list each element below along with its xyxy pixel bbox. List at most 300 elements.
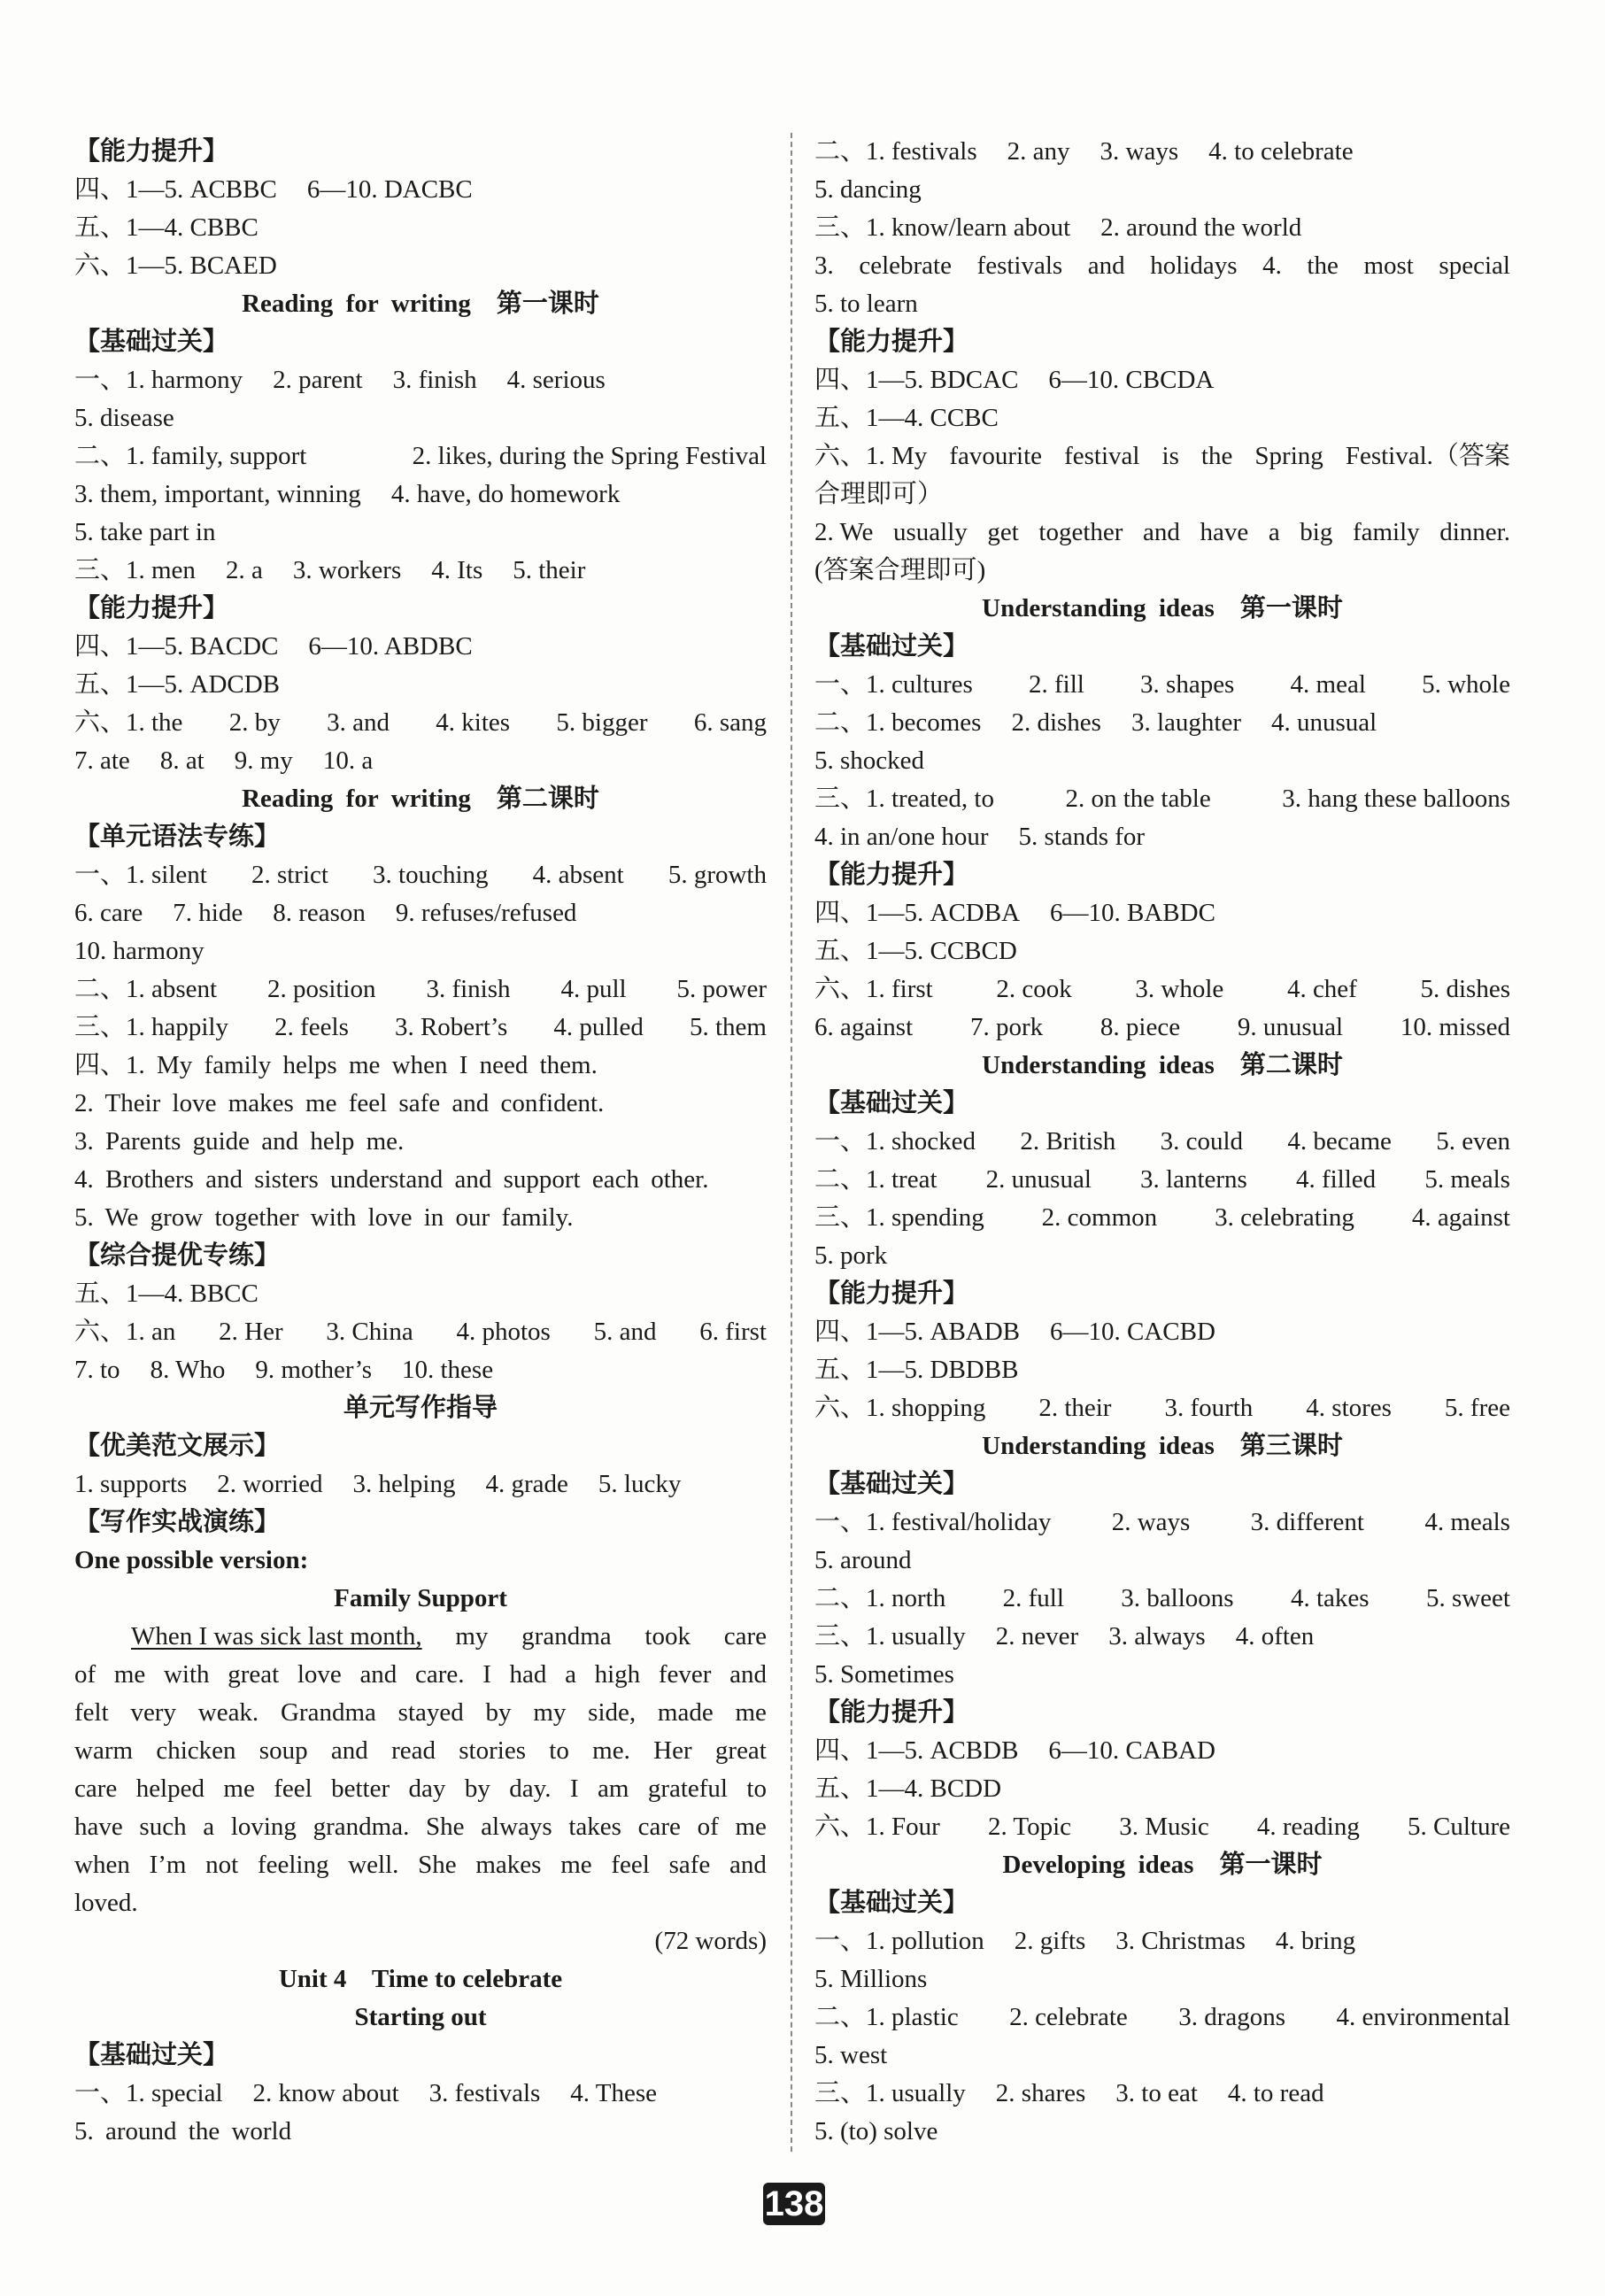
answer-item: and <box>359 1660 397 1689</box>
answer-item: high <box>594 1660 641 1689</box>
answer-item: 2. Her <box>219 1318 283 1346</box>
answer-item: 7. ate <box>74 746 130 775</box>
answer-item: 3. different <box>1250 1508 1364 1536</box>
answer-line <box>814 742 1510 780</box>
answer-text: 5. west <box>814 2041 888 2069</box>
answer-text: 3. Parents guide and help me. <box>74 1127 405 1156</box>
answer-item: 4. to read <box>1227 2079 1324 2107</box>
section-title-text: Starting out <box>354 2003 487 2031</box>
answer-item: 3. shapes <box>1140 670 1235 699</box>
answer-line <box>814 2113 1510 2151</box>
answer-item: I’m <box>149 1851 187 1879</box>
answer-item: 3. Music <box>1119 1813 1209 1841</box>
answer-item: 2. a <box>225 556 263 584</box>
answer-line <box>74 475 767 514</box>
section-heading <box>74 133 767 171</box>
answer-item: 5. dishes <box>1420 975 1510 1003</box>
answer-item: stayed <box>397 1698 464 1727</box>
answer-line <box>814 970 1510 1009</box>
answer-text: 5. dancing <box>814 175 922 204</box>
answer-item: 六、1. an <box>74 1318 176 1346</box>
answer-line <box>814 2037 1510 2075</box>
section-heading <box>74 818 767 856</box>
answer-item: me <box>735 1813 767 1841</box>
answer-item: She <box>426 1813 465 1841</box>
answer-line <box>74 2075 767 2113</box>
answer-item: and <box>1143 518 1180 546</box>
answer-item: 四、1—5. BACDC <box>74 632 279 661</box>
answer-line <box>74 704 767 742</box>
answer-item: 4. environmental <box>1336 2003 1510 2031</box>
answer-item: read <box>391 1736 436 1765</box>
answer-item: 4. reading <box>1256 1813 1360 1841</box>
answer-item: 2. Topic <box>987 1813 1072 1841</box>
answer-item: a <box>1268 518 1280 546</box>
left-column <box>74 133 767 2151</box>
answer-line <box>814 475 1510 514</box>
answer-item: great <box>714 1736 767 1765</box>
answer-item: have <box>74 1813 123 1841</box>
answer-line <box>814 552 1510 590</box>
answer-item: care <box>74 1774 118 1803</box>
answer-item: a <box>565 1660 576 1689</box>
answer-text: 五、1—5. CCBCD <box>814 937 1017 965</box>
answer-line <box>814 1313 1510 1351</box>
section-heading-text: 【写作实战演练】 <box>74 1508 281 1536</box>
answer-item: 2. feels <box>274 1013 349 1041</box>
answer-item: 3. could <box>1160 1127 1244 1156</box>
answer-item: 3. finish <box>392 366 477 394</box>
answer-text: 5. shocked <box>814 746 925 775</box>
answer-text: 5. Sometimes <box>814 1660 954 1689</box>
answer-item: 2. unusual <box>985 1165 1092 1194</box>
answer-item: 三、1. treated, to <box>814 785 994 813</box>
section-title <box>814 1047 1510 1085</box>
answer-item: 四、1—5. ACDBA <box>814 899 1021 927</box>
answer-item: 2. cook <box>996 975 1072 1003</box>
answer-item: 2. worried <box>217 1470 323 1498</box>
answer-line <box>814 932 1510 970</box>
section-heading <box>74 1504 767 1542</box>
answer-text: loved. <box>74 1889 138 1917</box>
answer-line <box>74 894 767 932</box>
section-heading <box>74 323 767 361</box>
section-heading-text: 【优美范文展示】 <box>74 1432 281 1460</box>
answer-line <box>814 2075 1510 2113</box>
section-title <box>814 1427 1510 1465</box>
section-title-text: Understanding ideas 第一课时 <box>982 594 1343 622</box>
answer-item: felt <box>74 1698 109 1727</box>
section-title-text: Understanding ideas 第二课时 <box>982 1051 1343 1079</box>
answer-item: Festival.（答案 <box>1345 442 1510 470</box>
answer-line <box>814 1123 1510 1161</box>
answer-line <box>74 399 767 437</box>
answer-item: my <box>455 1622 489 1650</box>
answer-item: Her <box>653 1736 692 1765</box>
answer-text: 五、1—5. ADCDB <box>74 670 281 699</box>
answer-line <box>74 2113 767 2151</box>
answer-line <box>814 818 1510 856</box>
answer-item: 6. first <box>699 1318 767 1346</box>
section-heading-text: 【基础过关】 <box>814 1089 969 1117</box>
answer-item: 2. strict <box>251 861 328 889</box>
answer-item: 2. We <box>814 518 874 546</box>
section-heading <box>814 323 1510 361</box>
answer-item: 2. fill <box>1029 670 1084 699</box>
section-heading-text: 【基础过关】 <box>74 328 229 356</box>
answer-line <box>74 209 767 247</box>
answer-line <box>74 742 767 780</box>
answer-item: 5. meals <box>1424 1165 1510 1194</box>
answer-text: 5. around the world <box>74 2117 292 2145</box>
answer-item: 3. fourth <box>1164 1394 1254 1422</box>
answer-item: 3. touching <box>373 861 489 889</box>
answer-line <box>814 1389 1510 1427</box>
answer-line <box>74 1161 767 1199</box>
answer-item: 一、1. cultures <box>814 670 973 699</box>
answer-item: 5. free <box>1444 1394 1510 1422</box>
answer-item: takes <box>568 1813 621 1841</box>
answer-item: 4. Its <box>431 556 483 584</box>
answer-text: 五、1—4. BBCC <box>74 1279 258 1308</box>
answer-text: 5. disease <box>74 404 174 432</box>
answer-item: 六、1. Four <box>814 1813 940 1841</box>
answer-item: 6—10. CACBD <box>1050 1318 1215 1346</box>
answer-item: safe <box>668 1851 711 1879</box>
answer-line <box>814 361 1510 399</box>
answer-item: 四、1—5. ABADB <box>814 1318 1021 1346</box>
answer-item: get <box>987 518 1019 546</box>
answer-item: when <box>74 1851 130 1879</box>
answer-item: had <box>509 1660 547 1689</box>
section-heading-text: 【综合提优专练】 <box>74 1241 281 1270</box>
answer-item: 5. even <box>1436 1127 1510 1156</box>
answer-item: 二、1. festivals <box>814 137 977 166</box>
answer-item: 二、1. absent <box>74 975 218 1003</box>
answer-item: with <box>163 1660 210 1689</box>
answer-line <box>814 1161 1510 1199</box>
answer-line <box>814 1199 1510 1237</box>
answer-item: and <box>729 1851 767 1879</box>
answer-line <box>814 514 1510 552</box>
section-title <box>814 1846 1510 1884</box>
answer-item: 4. These <box>570 2079 658 2107</box>
answer-line <box>74 1123 767 1161</box>
answer-item: me <box>735 1698 767 1727</box>
answer-item: 2. on the table <box>1065 785 1211 813</box>
answer-item: 4. often <box>1235 1622 1315 1650</box>
answer-text: 五、1—4. BCDD <box>814 1774 1002 1803</box>
answer-item: 二、1. family, support <box>74 442 307 470</box>
answer-item: 9. unusual <box>1237 1013 1344 1041</box>
answer-text: 四、1. My family helps me when I need them. <box>74 1051 598 1079</box>
answer-item: most <box>1363 251 1414 280</box>
answer-item: 6. against <box>814 1013 914 1041</box>
answer-item: 4. takes <box>1290 1584 1370 1612</box>
answer-item: 1. supports <box>74 1470 188 1498</box>
answer-item: 4. absent <box>532 861 624 889</box>
answer-item: 5. bigger <box>556 708 648 737</box>
answer-line <box>74 970 767 1009</box>
answer-item: 3. always <box>1108 1622 1206 1650</box>
answer-item: She <box>418 1851 457 1879</box>
answer-line <box>814 133 1510 171</box>
answer-item: 4. became <box>1287 1127 1392 1156</box>
section-heading-text: 【能力提升】 <box>814 1698 969 1727</box>
answer-item: 3. them, important, winning <box>74 480 361 508</box>
answer-item: 三、1. know/learn about <box>814 213 1071 242</box>
answer-text: 5. We grow together with love in our family. <box>74 1203 574 1232</box>
answer-item: 5. their <box>513 556 586 584</box>
section-heading <box>814 1884 1510 1922</box>
section-title-text: Reading for writing 第二课时 <box>242 785 599 813</box>
answer-item: 4. to celebrate <box>1208 137 1354 166</box>
section-heading <box>814 856 1510 894</box>
answer-item: 3. and <box>327 708 390 737</box>
answer-line <box>74 1846 767 1884</box>
answer-line <box>814 171 1510 209</box>
answer-item: 2. shares <box>995 2079 1086 2107</box>
answer-item: such <box>139 1813 187 1841</box>
answer-item: 六、1. My <box>814 442 928 470</box>
answer-item: 3. balloons <box>1121 1584 1234 1612</box>
answer-item: me <box>223 1774 255 1803</box>
answer-item: me. <box>592 1736 630 1765</box>
answer-item: 三、1. usually <box>814 2079 966 2107</box>
answer-line <box>814 1808 1510 1846</box>
answer-item: 2. by <box>228 708 281 737</box>
answer-item: 3. China <box>326 1318 413 1346</box>
answer-item: 5. Culture <box>1408 1813 1510 1841</box>
answer-item: 4. unusual <box>1270 708 1377 737</box>
answer-item: the <box>1200 442 1233 470</box>
answer-item: well. <box>348 1851 399 1879</box>
answer-line <box>74 1351 767 1389</box>
answer-item: by <box>464 1774 490 1803</box>
section-title-text: Reading for writing 第一课时 <box>242 290 599 318</box>
answer-item: 4. in an/one hour <box>814 823 989 851</box>
answer-item: family <box>1352 518 1420 546</box>
section-title-text: 单元写作指导 <box>343 1394 498 1422</box>
answer-item: stories <box>459 1736 526 1765</box>
answer-item: helped <box>135 1774 204 1803</box>
answer-text: 五、1—4. CBBC <box>74 213 258 242</box>
answer-item: weak. <box>197 1698 259 1727</box>
answer-line <box>74 361 767 399</box>
answer-line <box>74 1313 767 1351</box>
answer-item: 9. refuses/refused <box>395 899 577 927</box>
answer-item: I <box>482 1660 491 1689</box>
answer-item: 2. know about <box>252 2079 399 2107</box>
answer-item: the <box>1307 251 1339 280</box>
answer-item: me <box>560 1851 592 1879</box>
answer-item: festivals <box>976 251 1063 280</box>
section-title <box>74 1580 767 1618</box>
answer-text: 5. to learn <box>814 290 918 318</box>
answer-text: 5. pork <box>814 1241 888 1270</box>
answer-item: my <box>533 1698 567 1727</box>
answer-item: 三、1. happily <box>74 1013 228 1041</box>
answer-item: 一、1. special <box>74 2079 223 2107</box>
answer-line <box>814 1656 1510 1694</box>
answer-line <box>814 1542 1510 1580</box>
answer-line <box>814 1580 1510 1618</box>
answer-item: 4. against <box>1411 1203 1510 1232</box>
answer-line <box>74 1085 767 1123</box>
answer-item: 2. gifts <box>1014 1927 1086 1955</box>
answer-item: makes <box>475 1851 542 1879</box>
answer-line <box>74 437 767 475</box>
answer-item: 2. celebrate <box>1009 2003 1128 2031</box>
answer-item: 8. reason <box>273 899 366 927</box>
answer-line <box>74 932 767 970</box>
answer-item: 2. ways <box>1111 1508 1191 1536</box>
answer-item: grandma <box>521 1622 612 1650</box>
answer-item: 2. their <box>1038 1394 1112 1422</box>
answer-line <box>74 1047 767 1085</box>
answer-item: big <box>1300 518 1333 546</box>
answer-item: 4. <box>1262 251 1282 280</box>
answer-item: 5. sweet <box>1425 1584 1510 1612</box>
answer-item: 4. pull <box>560 975 627 1003</box>
answer-item: 8. at <box>159 746 204 775</box>
answer-line <box>814 1770 1510 1808</box>
answer-line <box>814 1009 1510 1047</box>
answer-item: fever <box>658 1660 712 1689</box>
answer-text: 合理即可） <box>814 480 944 508</box>
answer-item: Spring <box>1254 442 1323 470</box>
answer-item: 8. Who <box>150 1356 226 1384</box>
answer-line <box>814 399 1510 437</box>
page-number: 138 <box>764 2184 824 2223</box>
answer-item: 二、1. plastic <box>814 2003 959 2031</box>
answer-line <box>74 1465 767 1504</box>
answer-item: 4. meal <box>1290 670 1366 699</box>
answer-item: 5. power <box>676 975 767 1003</box>
answer-line <box>814 780 1510 818</box>
answer-line <box>74 628 767 666</box>
answer-item: 5. growth <box>667 861 767 889</box>
answer-line <box>74 247 767 285</box>
answer-item: is <box>1161 442 1179 470</box>
section-heading-text: 【能力提升】 <box>814 861 969 889</box>
answer-line <box>74 1808 767 1846</box>
answer-item: 3. Christmas <box>1115 1927 1246 1955</box>
answer-item: 四、1—5. BDCAC <box>814 366 1019 394</box>
answer-line <box>814 704 1510 742</box>
answer-item: 三、1. spending <box>814 1203 984 1232</box>
answer-text: 5. around <box>814 1546 912 1574</box>
section-heading <box>814 1085 1510 1123</box>
answer-item: to <box>746 1774 767 1803</box>
answer-item: 3. helping <box>352 1470 456 1498</box>
answer-line <box>814 666 1510 704</box>
section-heading <box>74 590 767 628</box>
answer-item: made <box>657 1698 714 1727</box>
answer-item: 10. a <box>322 746 374 775</box>
answer-item: 3. workers <box>292 556 402 584</box>
answer-item: Grandma <box>280 1698 376 1727</box>
answer-line <box>814 1237 1510 1275</box>
answer-item: 2. around the world <box>1100 213 1302 242</box>
answer-line <box>814 1732 1510 1770</box>
answer-item: 二、1. treat <box>814 1165 938 1194</box>
word-count-text: (72 words) <box>654 1927 767 1955</box>
answer-line <box>814 894 1510 932</box>
answer-item: 四、1—5. ACBDB <box>814 1736 1019 1765</box>
section-title <box>74 1998 767 2037</box>
answer-item: of <box>74 1660 96 1689</box>
section-heading <box>814 1465 1510 1504</box>
answer-item: day. <box>509 1774 552 1803</box>
answer-line <box>814 1618 1510 1656</box>
section-title-text: Family Support <box>334 1584 507 1612</box>
answer-item: 4. pulled <box>553 1013 644 1041</box>
answer-item: 3. laughter <box>1130 708 1241 737</box>
answer-item: 3. whole <box>1135 975 1224 1003</box>
answer-line <box>74 856 767 894</box>
answer-item: care <box>637 1813 681 1841</box>
answer-item: feeling <box>257 1851 329 1879</box>
answer-item: 一、1. shocked <box>814 1127 976 1156</box>
section-title <box>74 1960 767 1998</box>
answer-line <box>74 1199 767 1237</box>
answer-text: 2. Their love makes me feel safe and confident. <box>74 1089 605 1117</box>
answer-item: to <box>549 1736 569 1765</box>
section-heading-text: 【能力提升】 <box>74 594 229 622</box>
answer-item: 3. to eat <box>1115 2079 1198 2107</box>
answer-item: soup <box>258 1736 308 1765</box>
section-heading-text: 【基础过关】 <box>814 1889 969 1917</box>
answer-item: 4. photos <box>456 1318 551 1346</box>
answer-item: celebrate <box>859 251 952 280</box>
answer-text: 5. Millions <box>814 1965 928 1993</box>
answer-item: chicken <box>156 1736 236 1765</box>
answer-item: 5. them <box>689 1013 767 1041</box>
answer-item: 6—10. BABDC <box>1050 899 1215 927</box>
answer-text: 5. take part in <box>74 518 216 546</box>
answer-item: 2. likes, during the Spring Festival <box>412 442 767 470</box>
answer-item: 2. full <box>1002 1584 1064 1612</box>
answer-item: 8. piece <box>1100 1013 1181 1041</box>
answer-item: favourite <box>949 442 1043 470</box>
answer-item: 4. chef <box>1286 975 1357 1003</box>
answer-item: 3. lanterns <box>1140 1165 1247 1194</box>
answer-line <box>814 247 1510 285</box>
answer-line <box>814 1504 1510 1542</box>
answer-item: feel <box>611 1851 650 1879</box>
answer-item: dinner. <box>1439 518 1510 546</box>
section-heading-text: 【基础过关】 <box>814 632 969 661</box>
answer-item: 三、1. usually <box>814 1622 966 1650</box>
answer-line <box>74 1770 767 1808</box>
answer-line <box>814 437 1510 475</box>
answer-item: festival <box>1064 442 1140 470</box>
answer-item: 4. stores <box>1306 1394 1392 1422</box>
answer-item: 一、1. harmony <box>74 366 243 394</box>
answer-item: 一、1. silent <box>74 861 207 889</box>
answer-item: 三、1. men <box>74 556 196 584</box>
answer-item: together <box>1038 518 1123 546</box>
answer-item: and <box>330 1736 368 1765</box>
answer-item: 3. <box>814 251 834 280</box>
answer-item: 4. meals <box>1424 1508 1510 1536</box>
section-heading <box>814 1694 1510 1732</box>
section-heading-text: 【基础过关】 <box>814 1470 969 1498</box>
answer-item: grandma. <box>313 1813 410 1841</box>
answer-item: not <box>205 1851 239 1879</box>
answer-item: feel <box>274 1774 313 1803</box>
